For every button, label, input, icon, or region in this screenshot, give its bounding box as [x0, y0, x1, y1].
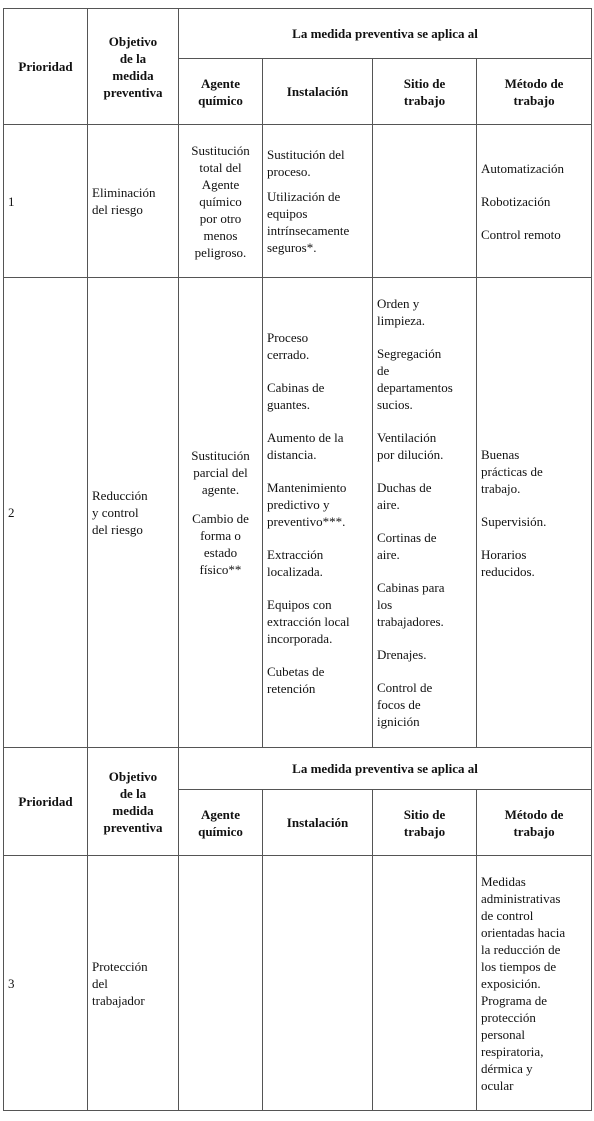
header2-metodo: Método de trabajo: [477, 790, 592, 856]
header2-sitio: Sitio de trabajo: [373, 790, 477, 856]
header-prioridad: Prioridad: [4, 9, 88, 125]
header-aplica: La medida preventiva se aplica al: [179, 9, 592, 59]
preventive-measures-table: [3, 8, 592, 1111]
row1-instalacion: Sustitución del proceso. Utilización de equipos intrínsecamente seguros*.: [263, 125, 373, 278]
table-row: [4, 278, 592, 748]
row2-sitio: Orden y limpieza. Segregación de departamentos sucios. Ventilación por dilución. Duchas de aire. Cortinas de aire. Cabinas para los trabajadores. Drenajes. Control de focos de ignición: [373, 278, 477, 748]
row1-sitio: [373, 125, 477, 278]
row1-prioridad: 1: [4, 125, 88, 278]
row3-metodo: Medidas administrativas de control orientadas hacia la reducción de los tiempos de exposición. Programa de protección personal respiratoria, dérmica y ocular: [477, 856, 592, 1111]
header2-instalacion: Instalación: [263, 790, 373, 856]
row2-agente: Sustitución parcial del agente. Cambio de forma o estado físico**: [179, 278, 263, 748]
header-row-1: [4, 9, 592, 59]
row3-instalacion: [263, 856, 373, 1111]
row3-sitio: [373, 856, 477, 1111]
table-row: [4, 125, 592, 278]
row3-prioridad: 3: [4, 856, 88, 1111]
header2-prioridad: Prioridad: [4, 748, 88, 856]
header-sitio: Sitio de trabajo: [373, 59, 477, 125]
row1-metodo: Automatización Robotización Control remoto: [477, 125, 592, 278]
header2-agente: Agente químico: [179, 790, 263, 856]
header2-objetivo: Objetivo de la medida preventiva: [88, 748, 179, 856]
row1-objetivo: Eliminación del riesgo: [88, 125, 179, 278]
row2-prioridad: 2: [4, 278, 88, 748]
table-row: [4, 856, 592, 1111]
header2-aplica: La medida preventiva se aplica al: [179, 748, 592, 790]
header-instalacion: Instalación: [263, 59, 373, 125]
row3-agente: [179, 856, 263, 1111]
row2-metodo: Buenas prácticas de trabajo. Supervisión. Horarios reducidos.: [477, 278, 592, 748]
header-metodo: Método de trabajo: [477, 59, 592, 125]
row1-agente: Sustitución total del Agente químico por otro menos peligroso.: [179, 125, 263, 278]
row3-objetivo: Protección del trabajador: [88, 856, 179, 1111]
row2-objetivo: Reducción y control del riesgo: [88, 278, 179, 748]
header-objetivo: Objetivo de la medida preventiva: [88, 9, 179, 125]
header-agente: Agente químico: [179, 59, 263, 125]
header-row-2: [4, 748, 592, 790]
row2-instalacion: Proceso cerrado. Cabinas de guantes. Aumento de la distancia. Mantenimiento predictivo y preventivo***. Extracción localizada. Equipos con extracción local incorporada. Cubetas de retención: [263, 278, 373, 748]
